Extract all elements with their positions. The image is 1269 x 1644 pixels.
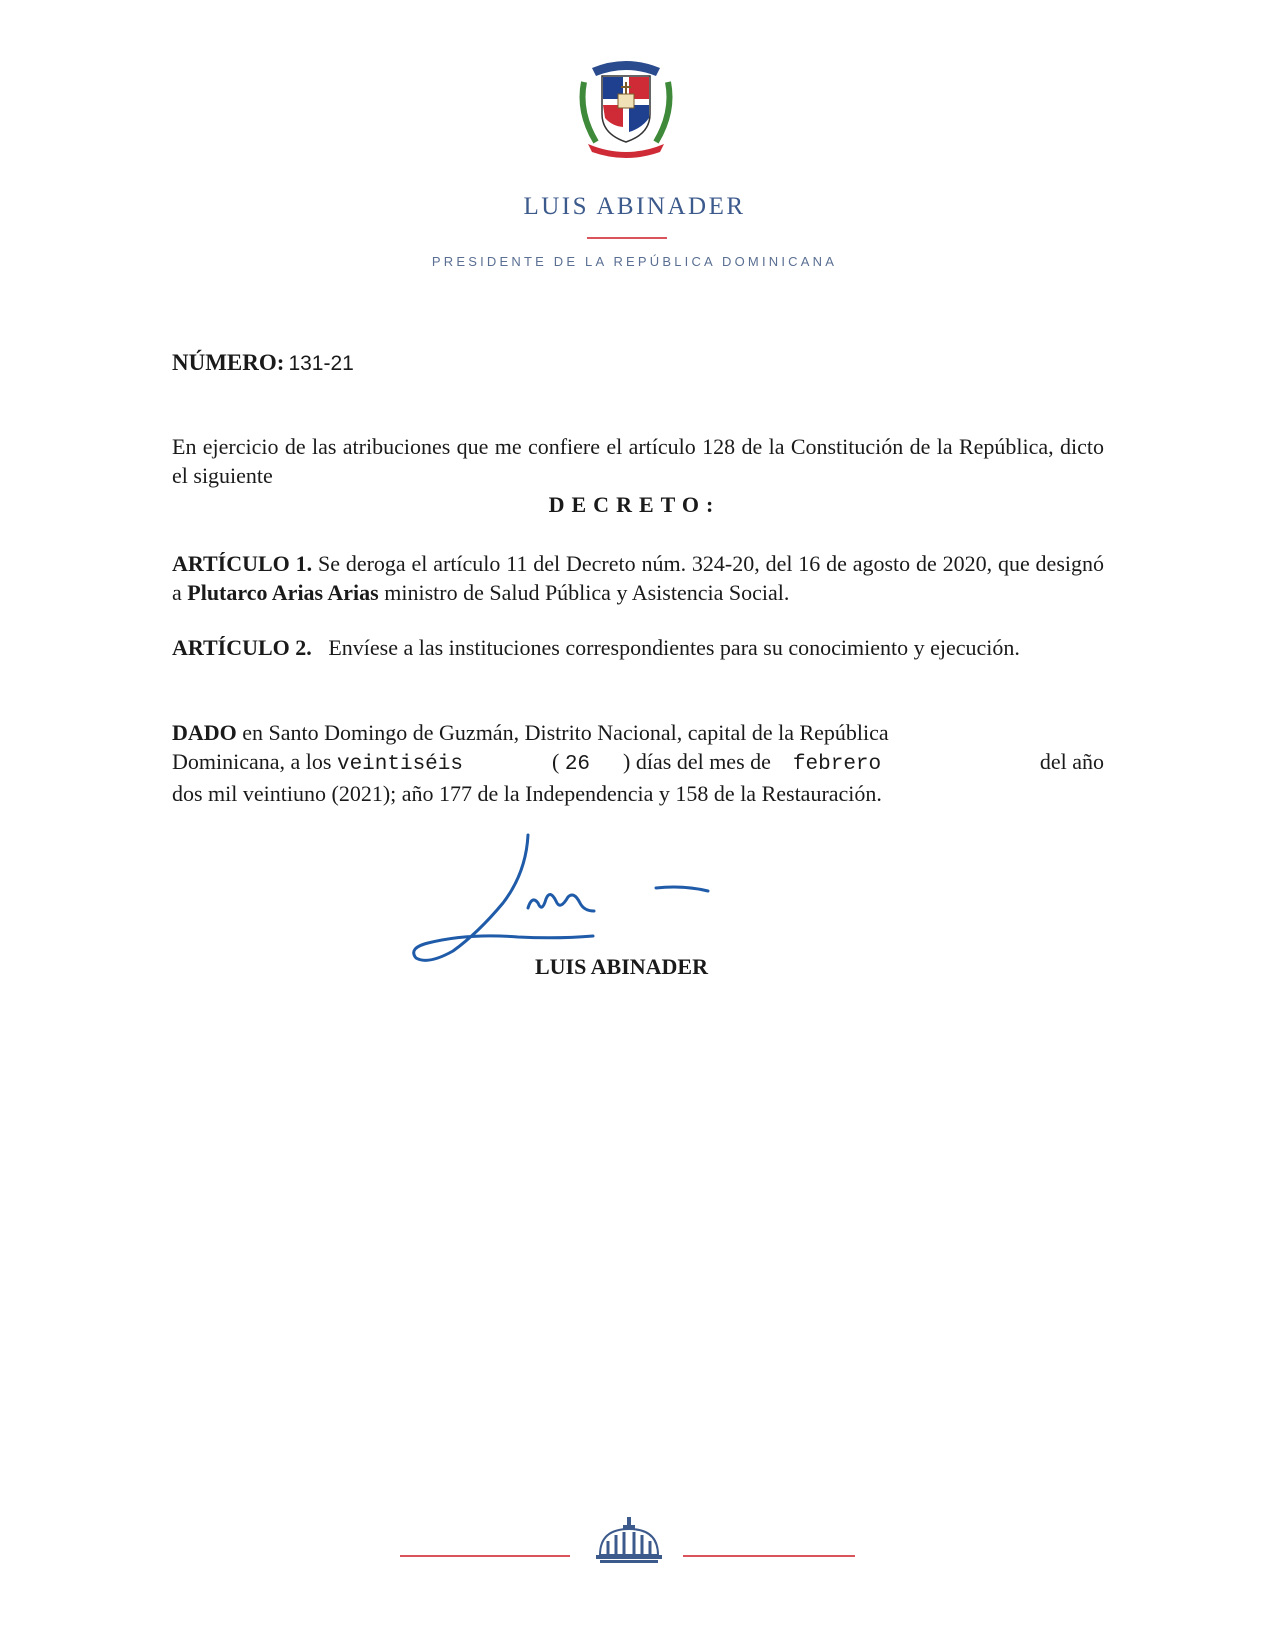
dado-line-1	[172, 718, 1104, 747]
article-1	[172, 549, 1104, 607]
dado-paragraph	[172, 718, 1104, 808]
article-1-label: ARTÍCULO 1.	[172, 551, 313, 576]
decree-number	[172, 350, 354, 376]
month: febrero	[792, 753, 882, 776]
coat-of-arms-icon	[574, 52, 678, 162]
intro-paragraph: En ejercicio de las atribuciones que me confiere el artículo 128 de la Constitución de la República, dicto el siguiente	[172, 434, 1104, 488]
decreto-heading: DECRETO:	[548, 492, 721, 517]
decree-number-label: NÚMERO:	[172, 350, 285, 375]
signature-name: LUIS ABINADER	[535, 954, 708, 979]
paren-open: (	[552, 749, 560, 774]
dado-line-2-a: Dominicana, a los	[172, 749, 332, 774]
day-words: veintiséis	[336, 753, 463, 776]
dado-label: DADO	[172, 720, 237, 745]
dado-line-2-c: del año	[1039, 749, 1104, 774]
header-name: LUIS ABINADER	[523, 193, 746, 220]
article-2-label: ARTÍCULO 2.	[172, 635, 312, 660]
article-1-text-after: ministro de Salud Pública y Asistencia Social.	[384, 580, 790, 605]
national-palace-dome-icon	[594, 1517, 664, 1565]
paren-close: )	[623, 749, 631, 774]
dado-line-2-b: días del mes de	[635, 749, 771, 774]
day-number: 26	[564, 753, 591, 776]
decree-number-value: 131-21	[288, 352, 354, 375]
dado-line-3: dos mil veintiuno (2021); año 177 de la Independencia y 158 de la Restauración.	[172, 781, 882, 806]
article-1-name: Plutarco Arias Arias	[187, 580, 379, 605]
footer-rule-left	[400, 1555, 570, 1557]
article-2-text: Envíese a las instituciones correspondientes para su conocimiento y ejecución.	[328, 635, 1020, 660]
header-divider	[587, 237, 667, 239]
article-1-text-before: Se deroga el artículo 11 del Decreto núm. 324-20, del 16 de agosto de 2020, que designó a	[172, 551, 1104, 605]
header-title: PRESIDENTE DE LA REPÚBLICA DOMINICANA	[431, 254, 838, 269]
article-2	[172, 633, 1104, 662]
dado-line-1-text: en Santo Domingo de Guzmán, Distrito Nacional, capital de la República	[242, 720, 889, 745]
dado-line-2	[172, 747, 1104, 779]
footer-rule-right	[683, 1555, 855, 1557]
